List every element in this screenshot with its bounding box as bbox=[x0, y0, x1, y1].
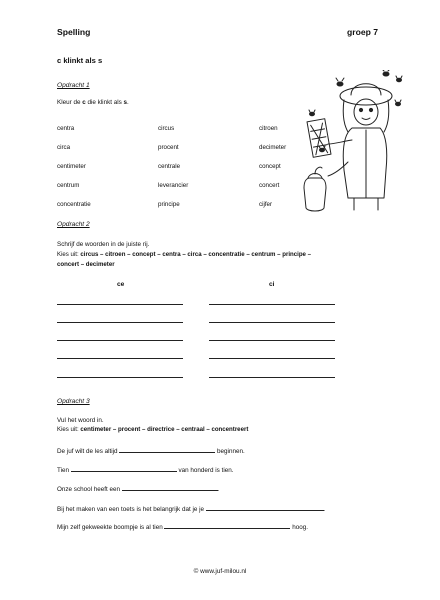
exercise-2-word-list-continued: concert – decimeter bbox=[57, 261, 115, 268]
word-item[interactable]: citroen bbox=[259, 125, 278, 132]
word-item[interactable]: concept bbox=[259, 163, 281, 170]
fill-in-blank[interactable] bbox=[206, 504, 324, 511]
footer-copyright: © www.juf-milou.nl bbox=[193, 568, 247, 575]
page-title: Spelling bbox=[57, 27, 91, 37]
word-item[interactable]: circus bbox=[158, 125, 175, 132]
fill-in-sentence: De juf wilt de les altijd beginnen. bbox=[57, 448, 245, 455]
word-item[interactable]: centrum bbox=[57, 182, 80, 189]
word-item[interactable]: procent bbox=[158, 144, 179, 151]
fill-in-sentence: Bij het maken van een toets is het belangrijk dat je je . bbox=[57, 506, 326, 513]
fill-in-sentence: Mijn zelf gekweekte boompje is al tien hoog. bbox=[57, 524, 308, 531]
word-item[interactable]: principe bbox=[158, 201, 180, 208]
answer-line-ci[interactable] bbox=[209, 322, 335, 323]
word-column-3 bbox=[259, 119, 286, 214]
answer-line-ci[interactable] bbox=[209, 358, 335, 359]
answer-line-ce[interactable] bbox=[57, 358, 183, 359]
fill-in-sentence: Onze school heeft een . bbox=[57, 486, 220, 493]
bee-icon bbox=[336, 78, 344, 86]
answer-line-ci[interactable] bbox=[209, 340, 335, 341]
answer-line-ci[interactable] bbox=[209, 304, 335, 305]
exercise-1-instruction: Kleur de c die klinkt als s. bbox=[57, 99, 129, 106]
word-item[interactable]: centrale bbox=[158, 163, 181, 170]
bee-icon bbox=[382, 70, 390, 76]
column-header-ce: ce bbox=[117, 281, 125, 288]
word-item[interactable]: circa bbox=[57, 144, 71, 151]
word-item[interactable]: leverancier bbox=[158, 182, 189, 189]
exercise-3-instruction: Vul het woord in. bbox=[57, 417, 104, 424]
word-column-1 bbox=[57, 119, 91, 214]
word-item[interactable]: centra bbox=[57, 125, 75, 132]
exercise-2-heading: Opdracht 2 bbox=[57, 221, 90, 228]
word-item[interactable]: concentratie bbox=[57, 201, 91, 208]
fill-in-blank[interactable] bbox=[119, 446, 215, 453]
answer-line-ci[interactable] bbox=[209, 377, 335, 378]
group-label: groep 7 bbox=[347, 27, 379, 37]
fill-in-blank[interactable] bbox=[122, 484, 218, 491]
answer-line-ce[interactable] bbox=[57, 340, 183, 341]
word-item[interactable]: decimeter bbox=[259, 144, 287, 151]
column-header-ci: ci bbox=[269, 281, 275, 288]
bee-icon bbox=[396, 76, 402, 82]
word-column-2 bbox=[158, 119, 188, 214]
word-item[interactable]: centimeter bbox=[57, 163, 86, 170]
exercise-2-instruction: Schrijf de woorden in de juiste rij. bbox=[57, 241, 150, 248]
exercise-1-heading: Opdracht 1 bbox=[57, 82, 90, 89]
answer-line-ce[interactable] bbox=[57, 304, 183, 305]
exercise-3-heading: Opdracht 3 bbox=[57, 398, 90, 405]
beekeeper-illustration bbox=[296, 70, 406, 220]
fill-in-sentence: Tien van honderd is tien. bbox=[57, 467, 234, 474]
fill-in-blank[interactable] bbox=[71, 465, 177, 472]
bee-icon bbox=[395, 100, 401, 106]
bee-icon bbox=[309, 110, 315, 116]
answer-line-ce[interactable] bbox=[57, 377, 183, 378]
page-subtitle: c klinkt als s bbox=[57, 56, 103, 65]
word-item[interactable]: concert bbox=[259, 182, 280, 189]
exercise-3-word-list: Kies uit: centimeter – procent – directrice – centraal – concentreert bbox=[57, 426, 249, 433]
answer-line-ce[interactable] bbox=[57, 322, 183, 323]
fill-in-blank[interactable] bbox=[164, 522, 290, 529]
word-item[interactable]: cijfer bbox=[259, 201, 273, 208]
exercise-2-word-list: Kies uit: circus – citroen – concept – centra – circa – concentratie – centrum – principe – bbox=[57, 251, 312, 258]
